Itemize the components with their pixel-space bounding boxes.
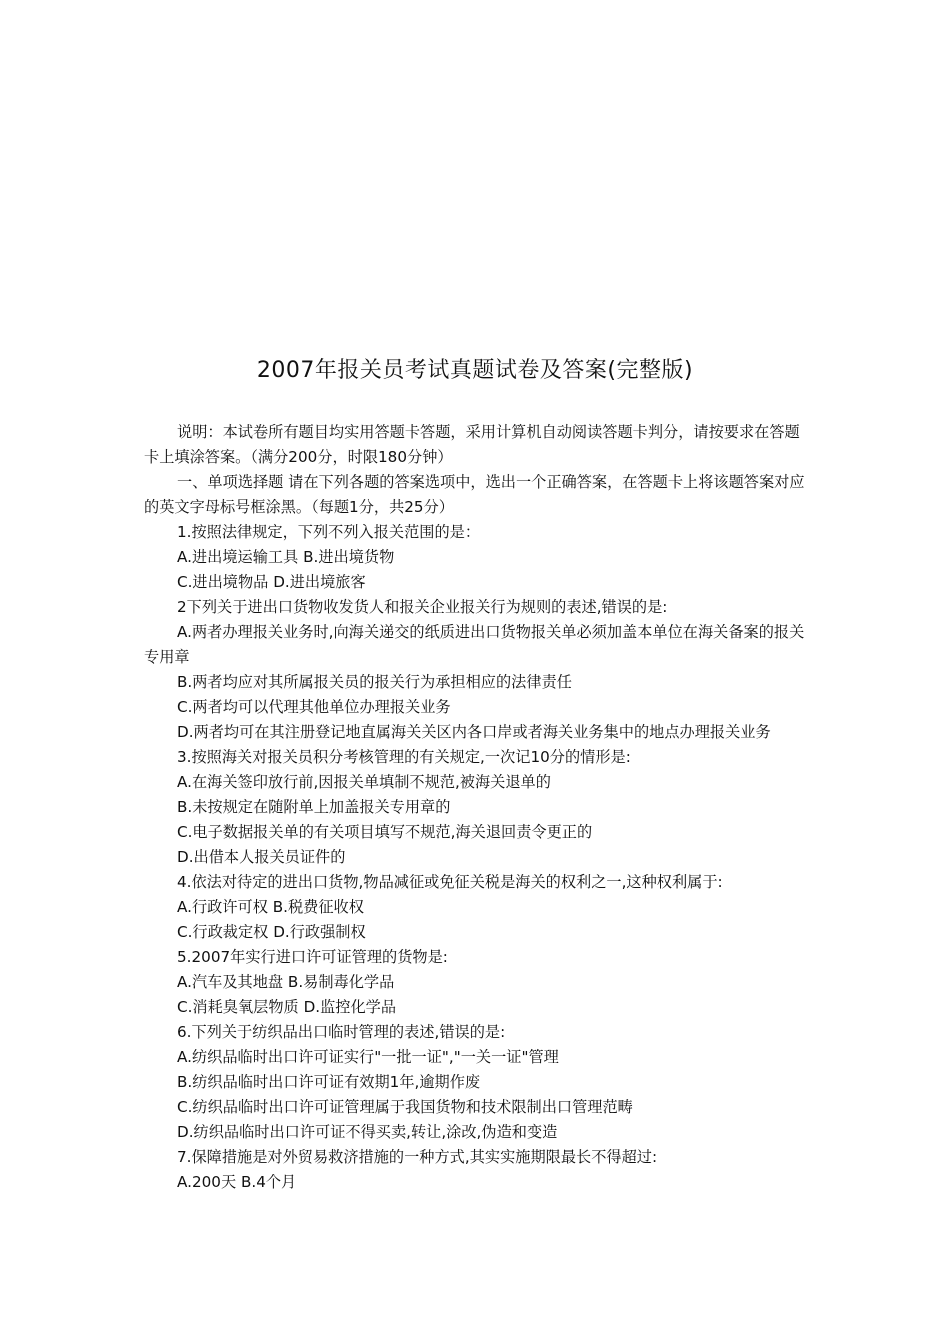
question-3-option-c: C.电子数据报关单的有关项目填写不规范,海关退回责令更正的 [177,823,593,841]
question-5: 5.2007年实行进口许可证管理的货物是: [177,948,448,966]
question-2-option-b: B.两者均应对其所属报关员的报关行为承担相应的法律责任 [177,673,572,691]
question-4-options-cd: C.行政裁定权 D.行政强制权 [177,923,366,941]
question-2-option-d: D.两者均可在其注册登记地直属海关关区内各口岸或者海关业务集中的地点办理报关业务 [177,723,771,741]
question-7-options-ab: A.200天 B.4个月 [177,1173,297,1191]
question-3: 3.按照海关对报关员积分考核管理的有关规定,一次记10分的情形是: [177,748,631,766]
paragraph-intro: 说明：本试卷所有题目均实用答题卡答题，采用计算机自动阅读答题卡判分，请按要求在答题卡上填涂答案。（满分200分，时限180分钟） [144,423,800,466]
question-2-option-c: C.两者均可以代理其他单位办理报关业务 [177,698,451,716]
question-4-options-ab: A.行政许可权 B.税费征收权 [177,898,364,916]
document-title: 2007年报关员考试真题试卷及答案(完整版) [256,357,694,383]
question-6-option-a: A.纺织品临时出口许可证实行"一批一证","一关一证"管理 [177,1048,559,1066]
question-3-option-d: D.出借本人报关员证件的 [177,848,346,866]
question-3-option-b: B.未按规定在随附单上加盖报关专用章的 [177,798,451,816]
document-body [144,420,810,1195]
question-6-option-d: D.纺织品临时出口许可证不得买卖,转让,涂改,伪造和变造 [177,1123,558,1141]
question-5-options-ab: A.汽车及其地盘 B.易制毒化学品 [177,973,395,991]
paragraph-section-heading: 一、单项选择题 请在下列各题的答案选项中，选出一个正确答案，在答题卡上将该题答案对应的英文字母标号框涂黑。（每题1分，共25分） [144,473,805,516]
question-1-options-cd: C.进出境物品 D.进出境旅客 [177,573,366,591]
question-6: 6.下列关于纺织品出口临时管理的表述,错误的是: [177,1023,506,1041]
question-1: 1.按照法律规定，下列不列入报关范围的是： [177,523,481,541]
question-1-options-ab: A.进出境运输工具 B.进出境货物 [177,548,395,566]
question-2: 2下列关于进出口货物收发货人和报关企业报关行为规则的表述,错误的是: [177,598,668,616]
question-7: 7.保障措施是对外贸易救济措施的一种方式,其实实施期限最长不得超过: [177,1148,658,1166]
question-6-option-c: C.纺织品临时出口许可证管理属于我国货物和技术限制出口管理范畴 [177,1098,633,1116]
question-6-option-b: B.纺织品临时出口许可证有效期1年,逾期作废 [177,1073,481,1091]
question-4: 4.依法对待定的进出口货物,物品减征或免征关税是海关的权利之一,这种权利属于: [177,873,723,891]
question-3-option-a: A.在海关签印放行前,因报关单填制不规范,被海关退单的 [177,773,551,791]
question-5-options-cd: C.消耗臭氧层物质 D.监控化学品 [177,998,397,1016]
question-2-option-a: A.两者办理报关业务时,向海关递交的纸质进出口货物报关单必须加盖本单位在海关备案的报关专用章 [144,623,805,666]
